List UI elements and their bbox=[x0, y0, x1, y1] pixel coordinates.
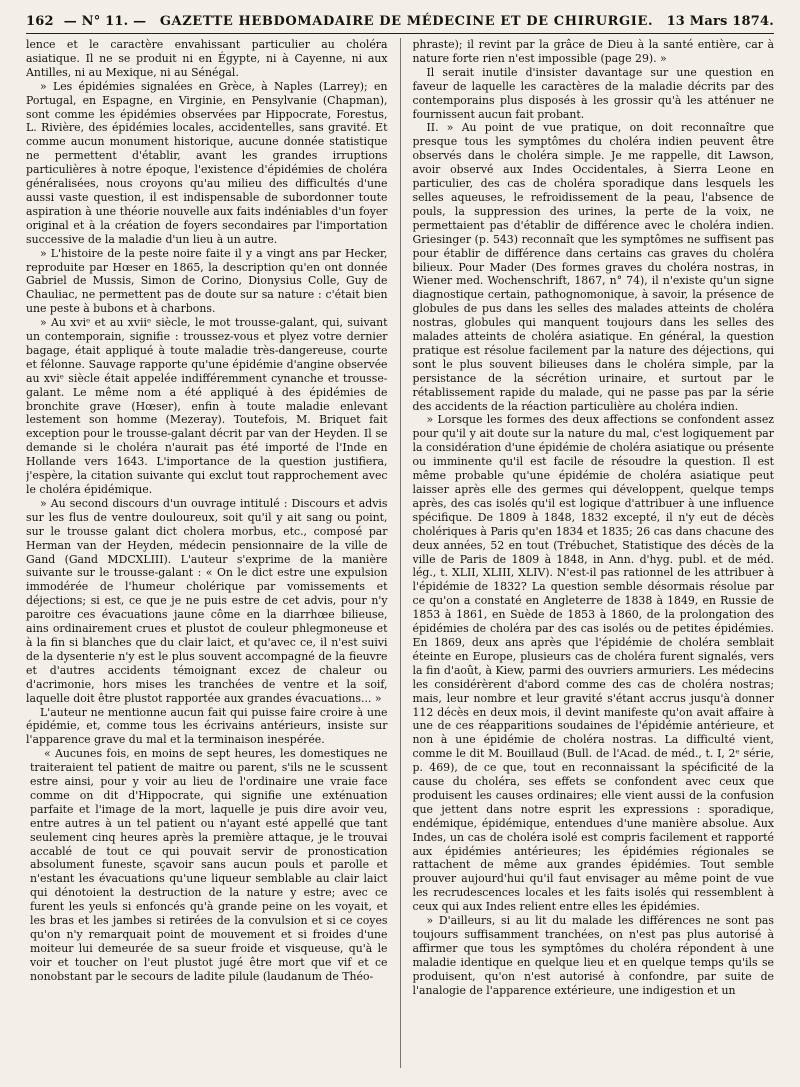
issue-number: — N° 11. — bbox=[63, 14, 147, 29]
column-divider bbox=[400, 38, 401, 1068]
issue-date: 13 Mars 1874. bbox=[666, 14, 774, 29]
paragraph: lence et le caractère envahissant particulier au choléra asiatique. Il ne se produit ni en Égypte, ni à Cayenne, ni aux Antilles, ni au Mexique, ni au Sénégal. bbox=[26, 38, 388, 79]
paragraph: Il serait inutile d'insister davantage sur une question en faveur de laquelle les caractères de la maladie décrits par des contemporains plus disposés à les grossir qu'à les atténuer ne fournissent aucun fait probant. bbox=[412, 65, 774, 121]
paragraph: » Les épidémies signalées en Grèce, à Naples (Larrey); en Portugal, en Espagne, en Virginie, en Pensylvanie (Chapman), sont comme les épidémies observées par Hippocrate, Forestus, L. Rivière, des épidémies locales, accidentelles, sans gravité. Et comme aucun monument historique, aucune donnée statistique ne permettent d'établir, avant les grandes irruptions particulières à notre époque, l'existence d'épidémies de choléra généralisées, nous croyons qu'au milieu des difficultés d'une aussi vaste question, il est indispensable de subordonner toute aspiration à une théorie nouvelle aux faits indéniables d'un foyer original et à la création de foyers secondaires par l'importation successive de la maladie d'un lieu à un autre. bbox=[26, 79, 388, 246]
paragraph: « Aucunes fois, en moins de sept heures, les domestiques ne traiteraient tel patient de maitre ou parent, s'ils ne le scussent estre ainsi, pour y voir au lieu de l'ordinaire une vraie face comme on dit d'Hippocrate, qui signifie une exténuation parfaite et l'image de la mort, laquelle je puis dire avoir veu, entre autres à un tel patient ou n'ayant esté appellé que tant seulement cinq heures après la première attaque, je le trouvai accablé de tout ce qui pouvait servir de pronostication absolument funeste, sçavoir sans aucun pouls et parolle et n'estant les évacuations qu'une liqueur semblable au clair laict qui dénotoient la destruction de la nature y estre; avec ce furent les yeuls si enfoncés qu'à grande peine on les voyait, et les bras et les jambes si retirées de la convulsion et si ce coyes qu'on n'y remarquait point de mouvement et si froides d'une moiteur lui demeurée de sa sueur froide et visqueuse, qu'à le voir et toucher on l'eut plustot jugé être mort que vif et ce nonobstant par le secours de ladite pilule (laudanum de Théo- bbox=[30, 747, 388, 983]
page-header bbox=[26, 14, 774, 34]
paragraph: II. » Au point de vue pratique, on doit reconnaître que presque tous les symptômes du choléra indien peuvent être observés dans le choléra simple. Je me rappelle, dit Lawson, avoir observé aux Indes Occidentales, à Sierra Leone en particulier, des cas de choléra sporadique dans lesquels les selles aqueuses, le refroidissement de la peau, l'absence de pouls, la suppression des urines, la perte de la voix, ne permettaient pas d'établir de différence avec le choléra indien. Griesinger (p. 543) reconnaît que les symptômes ne suffisent pas pour établir de différence dans certains cas graves du choléra bilieux. Pour Mader (Des formes graves du choléra nostras, in Wiener med. Wochenschrift, 1867, n° 74), il n'existe qu'un signe diagnostique certain, pathognomonique, à savoir, la présence de globules de pus dans les selles des malades atteints de choléra nostras, globules qui manquent toujours dans les selles des malades atteints de choléra asiatique. En général, la question pratique est résolue facilement par la nature des déjections, qui sont le plus souvent bilieuses dans le choléra simple, par la persistance de la sécrétion urinaire, et surtout par le rétablissement rapide du malade, qui ne passe pas par la série des accidents de la réaction particulière au choléra indien. bbox=[412, 121, 774, 413]
paragraph: L'auteur ne mentionne aucun fait qui puisse faire croire à une épidémie, et, comme tous les écrivains antérieurs, insiste sur l'apparence grave du mal et la terminaison inespérée. bbox=[26, 705, 388, 747]
paragraph: » Au xviᵉ et au xviiᵉ siècle, le mot trousse-galant, qui, suivant un contemporain, signifie : troussez-vous et plyez votre dernier bagage, était appliqué à toute maladie très-dangereuse, courte et félonne. Sauvage rapporte qu'une épidémie d'angine observée au xviᵉ siècle était appelée indifféremment cynanche et trousse-galant. Le même nom a été appliqué à des épidémies de bronchite grave (Hœser), enfin à toute maladie enlevant lestement son homme (Mezeray). Toutefois, M. Briquet fait exception pour le trousse-galant décrit par van der Heyden. Il se demande si le choléra n'aurait pas été importé de l'Inde en Hollande vers 1643. L'importance de la question justifiera, j'espère, la citation suivante qui exclut tout rapprochement avec le choléra épidémique. bbox=[26, 316, 388, 496]
paragraph: » D'ailleurs, si au lit du malade les différences ne sont pas toujours suffisamment tranchées, on n'est pas plus autorisé à affirmer que tous les symptômes du choléra répondent à une maladie identique en quelque lieu et en quelque temps qu'ils se produisent, qu'on n'est autorisé à confondre, par suite de l'analogie de l'apparence extérieure, une indigestion et un bbox=[412, 914, 774, 997]
page-number: 162 bbox=[26, 14, 54, 29]
paragraph: » L'histoire de la peste noire faite il y a vingt ans par Hecker, reproduite par Hœser en 1865, la description qu'en ont donnée Gabriel de Mussis, Simon de Corino, Dionysius Colle, Guy de Chauliac, ne permettent pas de doute sur sa nature : c'était bien une peste à bubons et à charbons. bbox=[26, 246, 388, 316]
paragraph: » Au second discours d'un ouvrage intitulé : Discours et advis sur les flus de ventre douloureux, soit qu'il y ait sang ou point, sur le trousse galant dict cholera morbus, etc., composé par Herman van der Heyden, médecin pensionnaire de la ville de Gand (Gand MDCXLIII). L'auteur s'exprime de la manière suivante sur le trousse-galant : « On le dict estre une expulsion immodérée de l'humeur cholérique par vomissements et déjections; si est, ce que je ne puis estre de cet advis, pour n'y paroitre ces évacuations jaune côme en la diarrhœe bilieuse, ains ordinairement crues et plustot de couleur phlegmoneuse et à la fin si blanches que du clair laict, et qu'avec ce, il n'est suivi de la dysenterie n'y est le plus souvent accompagné de la fieuvre et d'autres accidents témoignant excez de chaleur ou d'acrimonie, hors mises les tranchées de ventre et la soif, laquelle doit être plustot rapportée aux grandes évacuations... » bbox=[26, 496, 388, 705]
right-column bbox=[413, 38, 775, 1068]
paragraph: phraste); il revint par la grâce de Dieu à la santé entière, car à nature forte rien n'est impossible (page 29). » bbox=[412, 38, 774, 65]
journal-title: GAZETTE HEBDOMADAIRE DE MÉDECINE ET DE CHIRURGIE. bbox=[159, 14, 654, 29]
paragraph: » Lorsque les formes des deux affections se confondent assez pour qu'il y ait doute sur la nature du mal, c'est logiquement par la considération d'une épidémie de choléra asiatique ou présente ou imminente qu'il est facile de résoudre la question. Il est même probable qu'une épidémie de choléra asiatique peut laisser après elle des germes qui développent, quelque temps après, des cas isolés qu'il est logique d'attribuer à une influence spécifique. De 1809 à 1848, 1832 excepté, il n'y eut de décès cholériques à Paris qu'en 1834 et 1835; 26 cas dans chacune des deux années, 52 en tout (Trébuchet, Statistique des décès de la ville de Paris de 1809 à 1848, in Ann. d'hyg. publ. et de méd. lég., t. XLII, XLIII, XLIV). N'est-il pas rationnel de les attribuer à l'épidémie de 1832? La question semble désormais résolue par ce qu'on a constaté en Angleterre de 1838 à 1849, en Russie de 1853 à 1861, en Suède de 1853 à 1860, de la prolongation des épidémies de choléra par des cas isolés ou de petites épidémies. En 1869, deux ans après que l'épidémie de choléra semblait éteinte en Europe, plusieurs cas de choléra furent signalés, vers la fin d'août, à Kiew, parmi des ouvriers armuriers. Les médecins les considérèrent d'abord comme des cas de choléra nostras; mais, leur nombre et leur gravité s'étant accrus jusqu'à donner 112 décès en deux mois, il devint manifeste qu'on avait affaire à une de ces réapparitions soudaines de l'épidémie antérieure, et non à une épidémie de choléra nostras. La difficulté vient, comme le dit M. Bouillaud (Bull. de l'Acad. de méd., t. I, 2ᵉ série, p. 469), de ce que, tout en reconnaissant la spécificité de la cause du choléra, ses effets se confondent avec ceux que produisent les causes ordinaires; elle vient aussi de la confusion que jettent dans notre esprit les expressions : sporadique, endémique, épidémique, entendues d'une manière absolue. Aux Indes, un cas de choléra isolé est compris facilement et rapporté aux épidémies antérieures; les épidémies régionales se rattachent de même aux grandes épidémies. Tout semble prouver aujourd'hui qu'il faut envisager au même point de vue les recrudescences locales et les faits isolés qui ressemblent à ceux qui aux Indes relient entre elles les épidémies. bbox=[412, 413, 774, 914]
text-columns bbox=[26, 38, 774, 1068]
left-column bbox=[26, 38, 388, 1068]
